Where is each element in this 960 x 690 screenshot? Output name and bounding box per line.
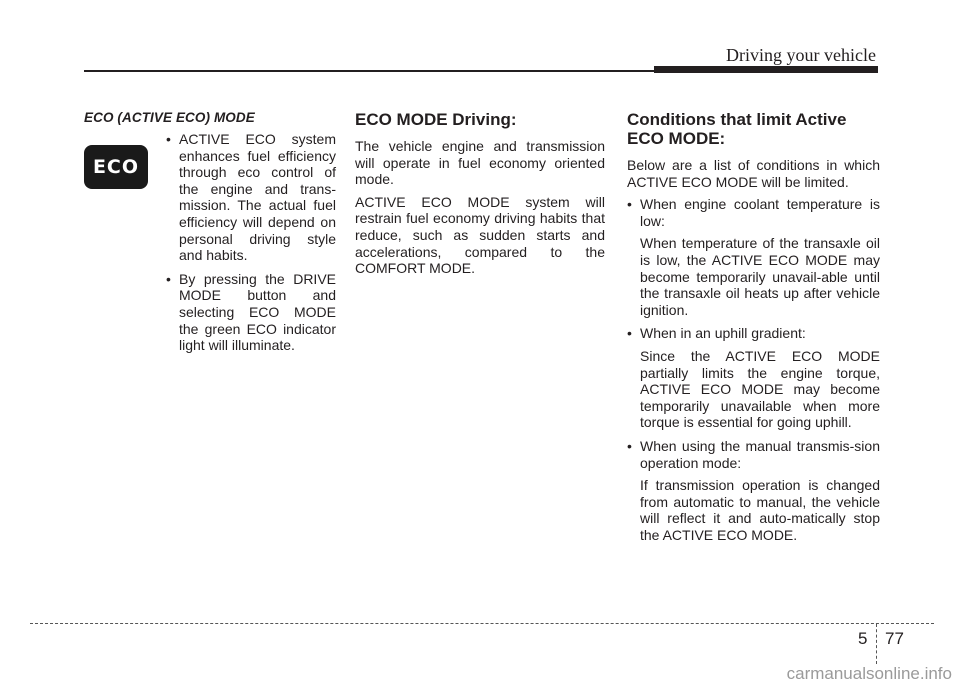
condition-desc: If transmission operation is changed from automatic to manual, the vehicle will reflect it and auto-matically stop the ACTIVE ECO MODE. xyxy=(640,477,880,543)
column-eco-mode xyxy=(84,110,336,361)
intro-paragraph: Below are a list of conditions in which ACTIVE ECO MODE will be limited. xyxy=(627,157,880,190)
condition-desc: When temperature of the transaxle oil is low, the ACTIVE ECO MODE may become temporarily unavail-able until the transaxle oil heats up after vehicle ignition. xyxy=(640,235,880,318)
footer-rule xyxy=(30,623,934,624)
bullet-text: By pressing the DRIVE MODE button and selecting ECO MODE the green ECO indicator light will illuminate. xyxy=(179,270,336,354)
section-heading-conditions: Conditions that limit Active ECO MODE: xyxy=(627,110,847,148)
conditions-list xyxy=(627,196,880,543)
header-bar xyxy=(654,66,878,73)
bullet-icon: • xyxy=(627,196,632,213)
section-heading-eco-mode: ECO (ACTIVE ECO) MODE xyxy=(84,110,255,125)
condition-title: When engine coolant temperature is low: xyxy=(640,196,880,229)
list-item xyxy=(627,196,880,318)
header-title: Driving your vehicle xyxy=(726,45,876,65)
eco-indicator-icon xyxy=(84,145,148,189)
bullet-icon: • xyxy=(166,270,171,287)
list-item xyxy=(627,438,880,544)
condition-title: When using the manual transmis-sion operation mode: xyxy=(640,437,880,471)
bullet-text: ACTIVE ECO system enhances fuel efficiency through eco control of the engine and trans-mission. The actual fuel efficiency will depend on personal driving style and habits. xyxy=(179,131,336,264)
list-item xyxy=(627,325,880,431)
bullet-icon: • xyxy=(627,437,632,454)
eco-icon-label: ECO xyxy=(92,156,140,178)
page-number: 77 xyxy=(885,629,904,648)
bullet-icon: • xyxy=(627,325,632,342)
condition-title: When in an uphill gradient: xyxy=(640,325,806,342)
paragraph: The vehicle engine and transmission will operate in fuel economy oriented mode. xyxy=(355,138,605,188)
paragraph: ACTIVE ECO MODE system will restrain fuel economy driving habits that reduce, such as sudden starts and accelerations, compared to the COMFORT MODE. xyxy=(355,193,605,277)
list-item xyxy=(166,271,336,354)
bullet-icon: • xyxy=(166,131,171,147)
eco-bullet-list xyxy=(166,131,336,354)
chapter-number: 5 xyxy=(858,629,868,648)
column-eco-driving xyxy=(355,110,605,283)
condition-desc: Since the ACTIVE ECO MODE partially limits the engine torque, ACTIVE ECO MODE may become temporarily unavailable when more torque is essential for going uphill. xyxy=(640,347,880,431)
section-heading-eco-driving: ECO MODE Driving: xyxy=(355,110,517,129)
header-rule xyxy=(84,70,654,72)
watermark: carmanualsonline.info xyxy=(786,664,952,683)
list-item xyxy=(166,131,336,264)
column-conditions xyxy=(627,110,880,550)
footer-divider xyxy=(876,624,877,664)
